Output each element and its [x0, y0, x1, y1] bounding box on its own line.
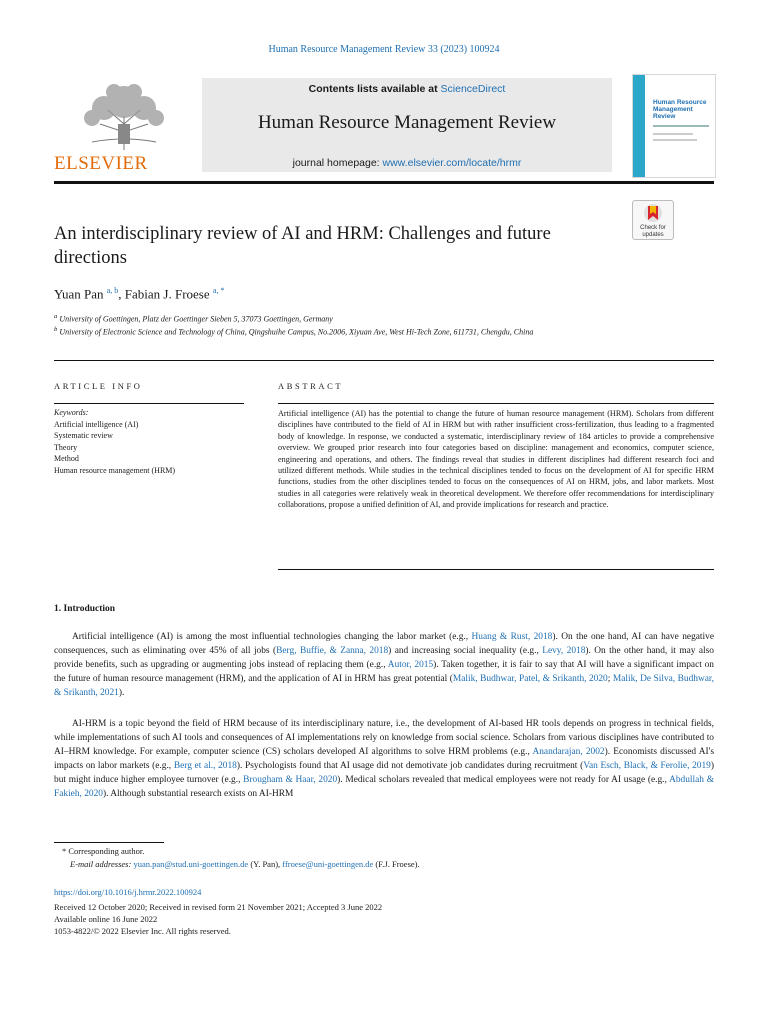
- email-label: E-mail addresses:: [70, 859, 134, 869]
- keyword-item: Theory: [54, 442, 78, 452]
- keyword-item: Artificial intelligence (AI): [54, 419, 139, 429]
- homepage-link[interactable]: www.elsevier.com/locate/hrmr: [382, 157, 522, 169]
- citation-link[interactable]: Berg, Buffie, & Zanna, 2018: [276, 646, 389, 656]
- citation-link[interactable]: Anandarajan, 2002: [532, 747, 605, 757]
- citation-link[interactable]: Brougham & Haar, 2020: [243, 775, 338, 785]
- paragraph-text: ). Medical scholars revealed that medical employees were not ready for AI usage (e.g.,: [337, 775, 670, 785]
- paragraph-text: ). On the other hand, it may also provide benefits, such as upgrading or augmenting jobs instead of replacing them (e.g.,: [54, 646, 714, 670]
- cover-line: [653, 133, 693, 135]
- intro-paragraph-1: [54, 630, 714, 700]
- check-for-updates-button[interactable]: [632, 200, 674, 240]
- author-affiliation-marker[interactable]: a, b: [106, 286, 119, 295]
- citation-link[interactable]: Levy, 2018: [542, 646, 586, 656]
- contents-prefix: Contents lists available at: [308, 83, 441, 95]
- contents-line: [202, 83, 612, 95]
- bookmark-icon: [633, 201, 673, 225]
- sciencedirect-link[interactable]: ScienceDirect: [440, 83, 506, 95]
- publisher-name: ELSEVIER: [54, 153, 148, 174]
- abstract-bottom-rule: [278, 569, 714, 570]
- check-for-updates-label: Check for updates: [640, 225, 666, 238]
- section-heading-introduction: 1. Introduction: [54, 604, 116, 614]
- affiliation-marker: a: [54, 313, 58, 320]
- citation-link[interactable]: Malik, Budhwar, Patel, & Srikanth, 2020: [452, 674, 608, 684]
- footnote-rule: [54, 842, 164, 843]
- abstract-rule: [278, 403, 714, 404]
- author-name: Yuan Pan: [54, 286, 104, 302]
- paragraph-text: Artificial intelligence (AI) is among the most influential technologies changing the labor market (e.g.,: [72, 632, 472, 642]
- journal-title: Human Resource Management Review: [257, 112, 557, 133]
- email-link[interactable]: ffroese@uni-goettingen.de: [282, 859, 374, 869]
- author-list: Yuan Pan $^{a, b}$, Fabian J. Froese $^{a, *}$: [54, 286, 225, 302]
- citation-link[interactable]: Huang & Rust, 2018: [471, 632, 553, 642]
- email-owner: (F.J. Froese).: [373, 859, 420, 869]
- received-dates: Received 12 October 2020; Received in revised form 21 November 2021; Accepted 3 June 2022: [54, 902, 383, 912]
- affiliation-text: University of Goettingen, Platz der Goettinger Sieben 5, 37073 Goettingen, Germany: [59, 314, 333, 324]
- cover-strip: [633, 75, 645, 177]
- intro-paragraph-2: [54, 717, 714, 801]
- article-info-rule: [54, 403, 244, 404]
- citation-link[interactable]: Berg et al., 2018: [173, 761, 237, 771]
- paragraph-text: ) and increasing social inequality (e.g.,: [388, 646, 543, 656]
- journal-reference[interactable]: Human Resource Management Review 33 (2023) 100924: [268, 44, 500, 55]
- cover-title: Human Resource Management Review: [653, 99, 707, 120]
- author-name: Fabian J. Froese: [124, 286, 210, 302]
- paragraph-text: ). Taken together, it is fair to say that AI will have a significant impact on the future of human resource management (HRM), and the application of AI in HRM has great potential (: [54, 660, 714, 684]
- doi-link[interactable]: https://doi.org/10.1016/j.hrmr.2022.100924: [54, 887, 202, 897]
- citation-link[interactable]: Abdullah & Fakieh, 2020: [54, 775, 715, 799]
- keywords-label: Keywords:: [54, 408, 89, 417]
- paragraph-text: AI-HRM is a topic beyond the field of HRM because of its interdisciplinary nature, i.e., the development of AI-based HR tools depends on progress in technical fields, while implementations of such AI tools and consequences of AI implementations rely on knowledge from social science. Scholars from various disciplines have contributed to AI–HRM knowledge. For example, computer science (CS) scholars developed AI algorithms to solve HRM problems (e.g.,: [54, 719, 714, 757]
- paragraph-text: ). Psychologists found that AI usage did not demotivate job candidates during recruitment (: [236, 761, 584, 771]
- email-addresses-note: [70, 859, 420, 869]
- paragraph-text: ). Economists discussed AI's impacts on labor markets (e.g.,: [54, 747, 714, 771]
- keywords-block: [54, 407, 244, 477]
- email-link[interactable]: yuan.pan@stud.uni-goettingen.de: [133, 859, 249, 869]
- email-owner: (Y. Pan),: [248, 859, 283, 869]
- abstract-text: Artificial intelligence (AI) has the potential to change the future of human resource management (HRM). Scholars from different disciplines have contributed to the field of AI in HRM but with rather insufficient cross-fertilization, thus leading to a fragmented body of knowledge. In response, we conducted a systematic, interdisciplinary review of 184 articles to provide a comprehensive overview. We grouped prior research into four categories based on discipline: management and economics, computer science, engineering and operations, and others. The findings reveal that studies in different disciplines had different research foci and utilized different methods. While studies in the technical disciplines tended to focus on the development of AI for specific HRM functions, studies from the other disciplines tended to focus on the consequences of AI on HRM, jobs, and labor markets. Most studies in all categories were relatively weak in theoretical development. We therefore offer recommendations for interdisciplinary collaborations, propose a unified definition of AI, and provide implications for research and practice.: [278, 409, 714, 510]
- homepage-line: [202, 157, 612, 169]
- journal-cover-thumbnail[interactable]: [632, 74, 716, 178]
- header-rule: [54, 181, 714, 184]
- citation-link[interactable]: Malik, De Silva, Budhwar, & Srikanth, 2021: [54, 674, 714, 698]
- article-title: An interdisciplinary review of AI and HRM: Challenges and future directions: [54, 224, 551, 268]
- affiliation-text: University of Electronic Science and Technology of China, Qingshuihe Campus, No.2006, Xiyuan Ave, West Hi-Tech Zone, 611731, Chengdu, China: [59, 327, 534, 337]
- cover-line: [653, 125, 709, 127]
- corresponding-author-note: * Corresponding author.: [62, 846, 145, 856]
- paragraph-text: ) but might induce higher employee turnover (e.g.,: [54, 761, 714, 785]
- keyword-item: Method: [54, 454, 79, 464]
- copyright-notice: 1053-4822/© 2022 Elsevier Inc. All rights reserved.: [54, 926, 231, 936]
- cover-line: [653, 139, 697, 141]
- article-info-heading: ARTICLE INFO: [54, 381, 143, 391]
- author-affiliation-marker[interactable]: a, *: [212, 286, 225, 295]
- homepage-prefix: journal homepage:: [292, 157, 383, 169]
- keyword-item: Human resource management (HRM): [54, 465, 176, 475]
- paragraph-text: ). On the one hand, AI can have negative consequences, such as eliminating over 45% of all jobs (: [54, 632, 714, 656]
- citation-link[interactable]: Van Esch, Black, & Ferolie, 2019: [583, 761, 711, 771]
- online-date: Available online 16 June 2022: [54, 914, 158, 924]
- paragraph-text: ).: [118, 688, 125, 698]
- affiliation-marker: b: [54, 326, 58, 333]
- keyword-item: Systematic review: [54, 431, 113, 441]
- affiliation-b: [54, 324, 614, 339]
- section-rule: [54, 360, 714, 361]
- paragraph-text: ). Although substantial research exists on AI-HRM: [102, 789, 294, 799]
- paragraph-text: ;: [607, 674, 613, 684]
- abstract-heading: ABSTRACT: [278, 381, 344, 391]
- citation-link[interactable]: Autor, 2015: [387, 660, 434, 670]
